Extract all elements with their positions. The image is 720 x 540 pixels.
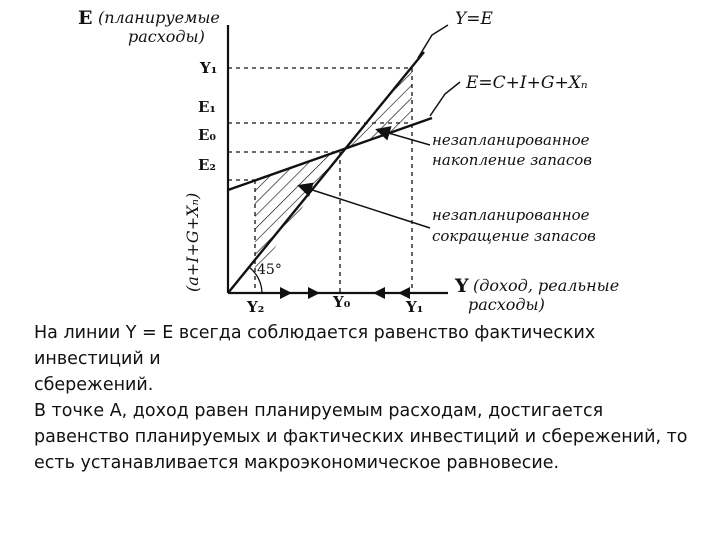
- aggregate-expenditure-line: [228, 118, 432, 190]
- x-axis-note-line1: (доход, реальные: [473, 276, 620, 295]
- caption-paragraph-2: В точке А, доход равен планируемым расходам, достигается равенство планируемых и фактических инвестиций и сбережений, то есть устанавливается макроэкономическое равновесие.: [34, 401, 688, 473]
- y-tick-e2: E₂: [198, 156, 217, 174]
- y-tick-e1: E₁: [198, 98, 217, 116]
- callout-accumulation-line1: незапланированное: [432, 131, 590, 149]
- x-tick-y0: Y₀: [333, 293, 351, 311]
- angle-label: 45°: [257, 262, 282, 278]
- x-axis-title: Y: [455, 275, 469, 297]
- x-axis-note-line2: расходы): [468, 295, 545, 314]
- vertical-axis-expression: (a+I+G+Xₙ): [183, 192, 202, 292]
- x-tick-y1: Y₁: [406, 298, 424, 316]
- caption-paragraph-1: На линии Y = E всегда соблюдается равенство фактических инвестиций и сбережений.: [34, 323, 596, 395]
- y-axis-note-line1: (планируемые: [98, 8, 220, 27]
- y-tick-y1: Y₁: [200, 59, 218, 77]
- callout-accumulation-line2: накопление запасов: [432, 151, 592, 169]
- line-45-degree: [228, 52, 424, 293]
- callout-reduction-line1: незапланированное: [432, 206, 590, 224]
- y-axis-title: E: [78, 7, 93, 29]
- callout-reduction-line2: сокращение запасов: [432, 227, 596, 245]
- y-axis-note-line2: расходы): [128, 27, 205, 46]
- line-45-label: Y=E: [455, 9, 493, 29]
- x-tick-y2: Y₂: [247, 298, 265, 316]
- y-tick-e0: E₀: [198, 126, 217, 144]
- aggregate-expenditure-label: E=C+I+G+Xₙ: [466, 73, 588, 93]
- explanatory-caption: [34, 320, 694, 476]
